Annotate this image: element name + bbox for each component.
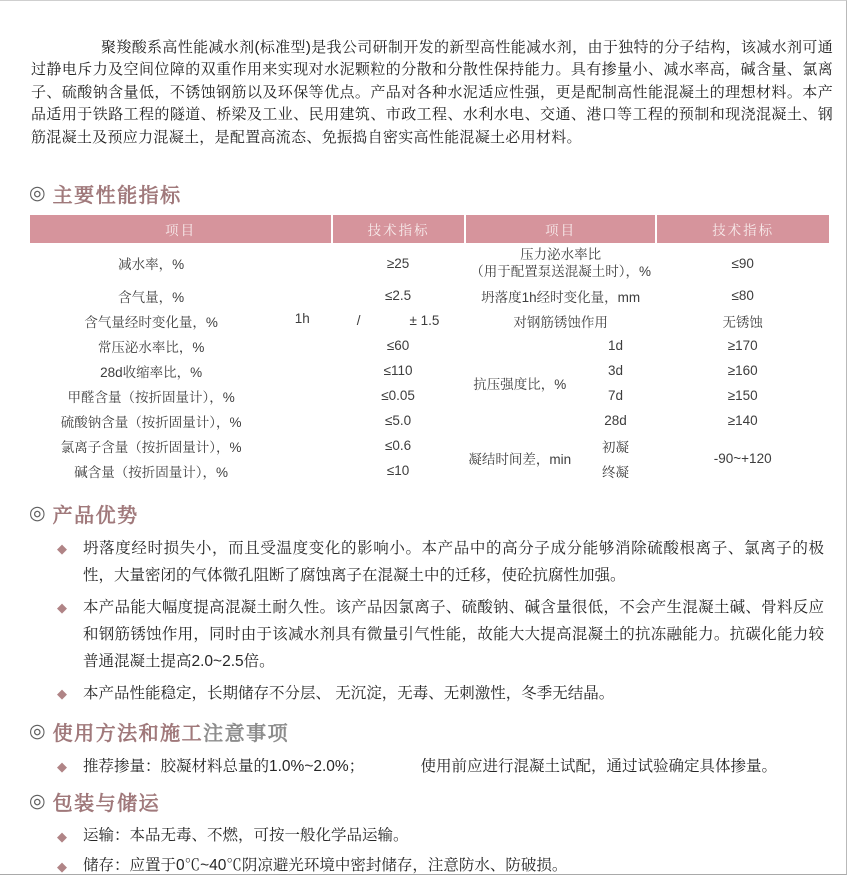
table-row <box>465 243 829 283</box>
section-title-performance: 主要性能指标 <box>52 184 182 207</box>
diamond-bullet-icon: ◆ <box>57 859 67 875</box>
section-heading-advantages <box>29 500 834 526</box>
row-label: 含气量经时变化量，% <box>84 314 218 330</box>
row-value: ≤5.0 <box>384 413 412 429</box>
column-header-item-left: 项目 <box>30 215 332 243</box>
row-value: ≥150 <box>727 388 758 404</box>
row-label: 硫酸钠含量（按折固量计），% <box>60 414 242 430</box>
row-label: 甲醛含量（按折固量计），% <box>67 389 235 405</box>
bullseye-icon: ◎ <box>29 720 46 742</box>
row-label-strength: 抗压强度比，% <box>473 377 567 393</box>
row-label: 对钢筋锈蚀作用 <box>513 314 608 330</box>
diamond-bullet-icon: ◆ <box>57 686 67 702</box>
row-value: ≤2.5 <box>384 288 412 304</box>
storage-text: 储存：应置于0℃~40℃阴凉避光环境中密封储存，注意防水、防破损。 <box>83 857 568 875</box>
row-label-setting: 凝结时间差，min <box>468 452 572 468</box>
performance-table-right <box>464 215 829 483</box>
section-title-packaging: 包装与储运 <box>52 792 161 815</box>
row-value: 无锈蚀 <box>722 314 763 330</box>
advantage-text: 本产品性能稳定，长期储存不分层、 无沉淀，无毒、无刺激性，冬季无结晶。 <box>83 685 615 703</box>
row-label: 28d收缩率比，% <box>100 364 203 380</box>
table-header-row <box>465 215 829 243</box>
row-label: 氯离子含量（按折固量计），% <box>60 439 242 455</box>
row-value: ≤90 <box>731 255 754 271</box>
packaging-list <box>0 823 834 875</box>
row-value: ≥140 <box>727 413 758 429</box>
row-value: ≤0.05 <box>381 388 415 404</box>
row-value: ≥25 <box>386 255 410 271</box>
usage-list <box>0 753 834 780</box>
table-row <box>30 433 464 458</box>
row-value: ≤110 <box>383 363 413 379</box>
advantages-list <box>0 535 834 707</box>
row-value-a: / <box>356 313 361 329</box>
row-value: -90~+120 <box>713 450 772 466</box>
table-header-row <box>30 215 464 243</box>
diamond-bullet-icon: ◆ <box>57 600 67 616</box>
row-label: 含气量，% <box>118 289 185 305</box>
dosage-text: 推荐掺量：胶凝材料总量的1.0%~2.0%； <box>83 758 365 776</box>
age-label: 3d <box>607 363 624 379</box>
row-label: 常压泌水率比，% <box>97 339 205 355</box>
usage-note-text: 使用前应进行混凝土试配，通过试验确定具体掺量。 <box>420 758 778 776</box>
table-row <box>30 308 464 333</box>
row-value: ≤60 <box>386 338 410 354</box>
section-heading-usage <box>29 718 834 744</box>
section-heading-packaging <box>29 788 834 814</box>
diamond-bullet-icon: ◆ <box>57 541 67 557</box>
list-item <box>0 823 834 849</box>
row-value: ≥170 <box>727 338 758 354</box>
age-label: 7d <box>607 388 624 404</box>
list-item <box>0 594 834 675</box>
age-label: 1d <box>607 338 624 354</box>
list-item <box>0 853 834 875</box>
section-title-usage-sub: 注意事项 <box>203 722 290 745</box>
table-row <box>30 383 464 408</box>
list-item <box>0 753 834 780</box>
table-row <box>465 433 829 458</box>
row-sub-label: 1h <box>294 310 310 326</box>
row-label: 减水率，% <box>118 257 185 273</box>
row-value: ≤10 <box>386 463 410 479</box>
performance-table <box>30 215 829 483</box>
age-label: 28d <box>604 413 627 429</box>
performance-table-left <box>30 215 464 483</box>
table-row <box>30 333 464 358</box>
list-item <box>0 535 834 589</box>
bullseye-icon: ◎ <box>29 502 46 524</box>
row-label-line1: 压力泌水率比 <box>520 247 602 263</box>
list-item <box>0 680 834 707</box>
diamond-bullet-icon: ◆ <box>57 759 67 775</box>
table-row <box>465 333 829 358</box>
row-value: ≤0.6 <box>384 438 412 454</box>
bullseye-icon: ◎ <box>29 790 46 812</box>
row-value: ≥160 <box>727 363 758 379</box>
setting-final-label: 终凝 <box>602 464 629 480</box>
intro-paragraph: 聚羧酸系高性能减水剂(标准型)是我公司研制开发的新型高性能减水剂，由于独特的分子结构，该减水剂可通过静电斥力及空间位障的双重作用来实现对水泥颗粒的分散和分散性保持能力。具有掺量小、减水率高，碱含量、氯离子、硫酸钠含量低，不锈蚀钢筋以及环保等优点。产品对各种水泥适应性强，更是配制高性能混凝土的理想材料。本产品适用于铁路工程的隧道、桥梁及工业、民用建筑、市政工程、水利水电、交通、港口等工程的预制和现浇混凝土、钢筋混凝土及预应力混凝土，是配置高流态、免振捣自密实高性能混凝土必用材料。 <box>31 39 833 146</box>
row-value-b: ± 1.5 <box>409 313 440 329</box>
table-row <box>30 243 464 283</box>
column-header-item-right: 项目 <box>465 215 656 243</box>
row-value: ≤80 <box>731 288 754 304</box>
transport-text: 运输：本品无毒、不燃，可按一般化学品运输。 <box>83 827 409 845</box>
column-header-index-right: 技术指标 <box>656 215 829 243</box>
table-row <box>465 308 829 333</box>
section-heading-performance <box>29 180 834 206</box>
table-row <box>30 458 464 483</box>
bullseye-icon: ◎ <box>29 182 46 204</box>
section-title-usage-main: 使用方法和施工 <box>52 722 204 745</box>
advantage-text: 本产品能大幅度提高混凝土耐久性。该产品因氯离子、硫酸钠、碱含量很低，不会产生混凝土碱、骨料反应和钢筋锈蚀作用，同时由于该减水剂具有微量引气性能，故能大大提高混凝土的抗冻融能力。抗碳化能力较普通混凝土提高2.0~2.5倍。 <box>83 599 824 671</box>
column-header-index-left: 技术指标 <box>332 215 464 243</box>
table-row <box>30 283 464 308</box>
advantage-text: 坍落度经时损失小，而且受温度变化的影响小。本产品中的高分子成分能够消除硫酸根离子、氯离子的极性，大量密闭的气体微孔阻断了腐蚀离子在混凝土中的迁移，使砼抗腐性加强。 <box>83 540 824 585</box>
table-row <box>30 358 464 383</box>
setting-initial-label: 初凝 <box>602 439 629 455</box>
row-label: 坍落度1h经时变化量，mm <box>481 289 641 305</box>
row-label: 碱含量（按折固量计），% <box>74 464 228 480</box>
table-row <box>465 283 829 308</box>
table-row <box>30 408 464 433</box>
section-title-advantages: 产品优势 <box>52 504 139 527</box>
diamond-bullet-icon: ◆ <box>57 829 67 845</box>
row-label-line2: （用于配置泵送混凝土时），% <box>470 264 652 280</box>
